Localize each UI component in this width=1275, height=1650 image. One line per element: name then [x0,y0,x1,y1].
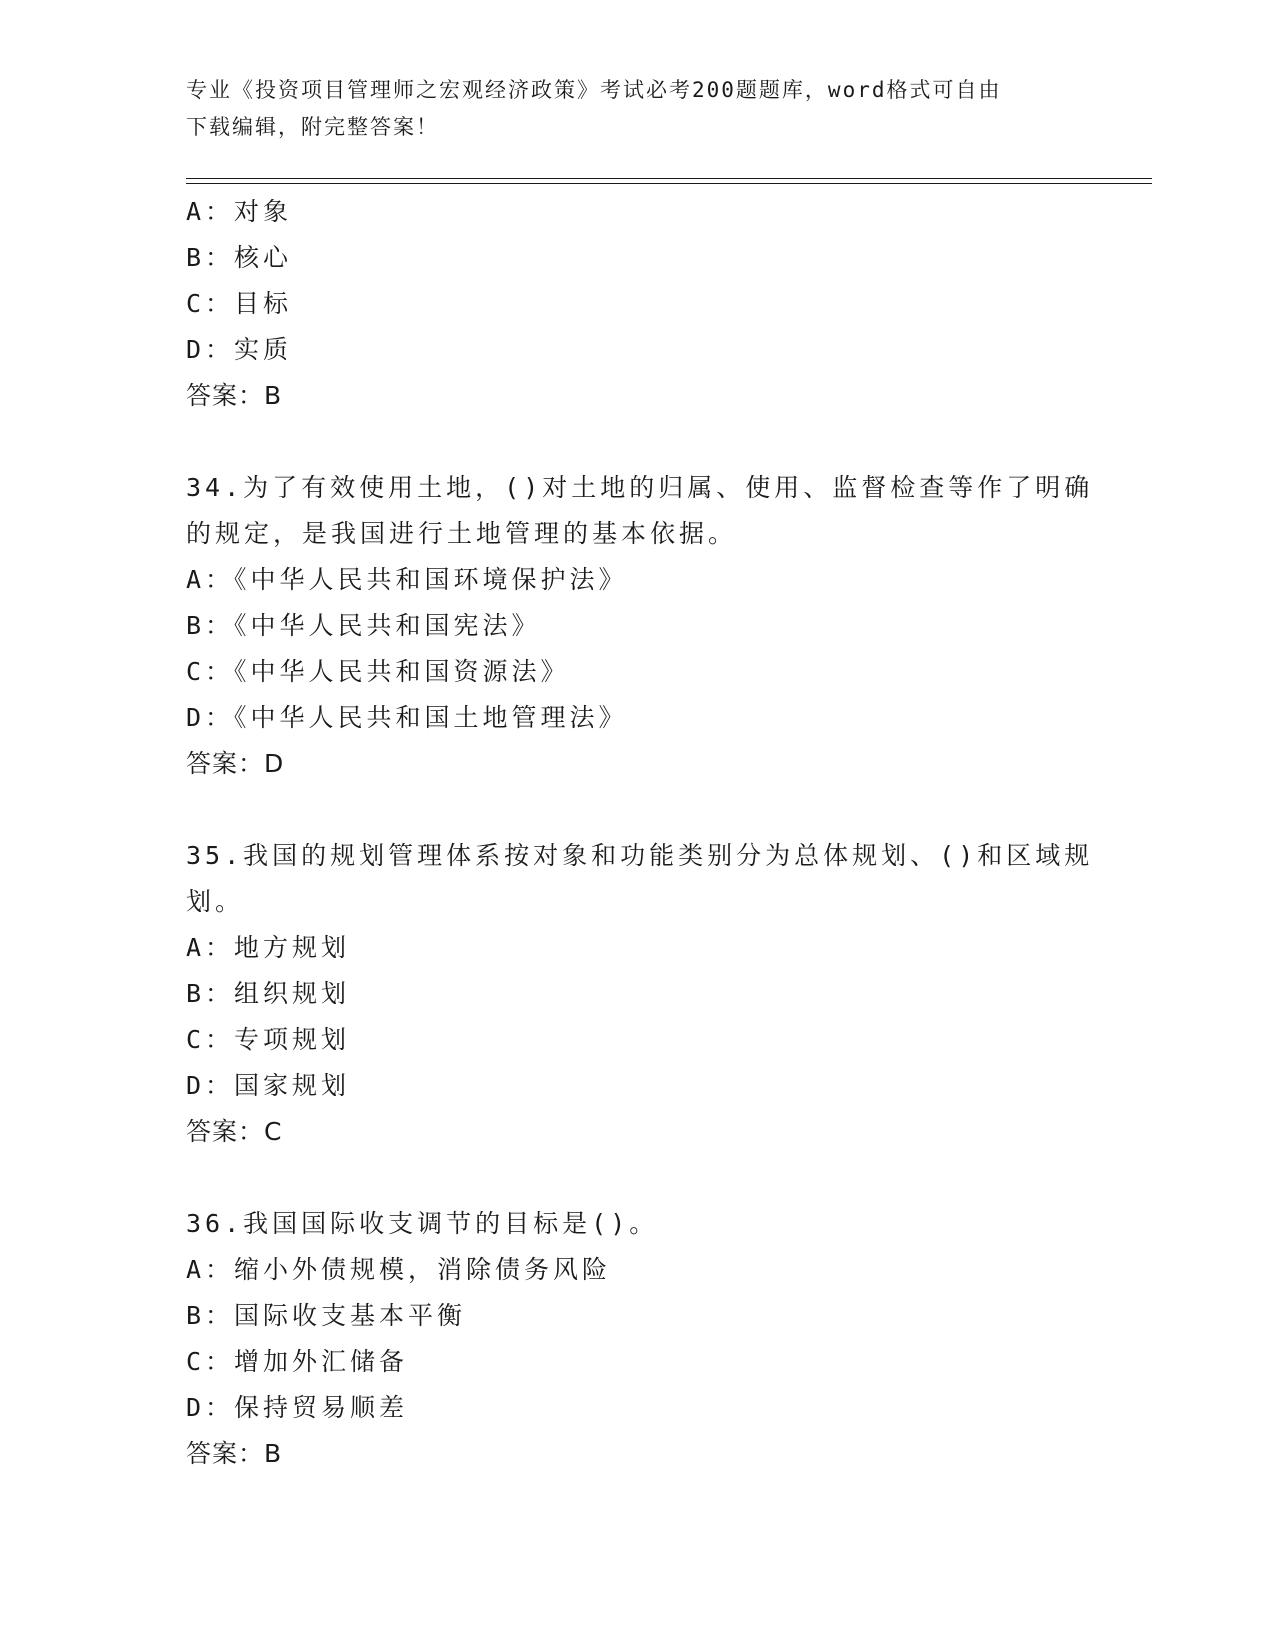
spacer [186,1155,1086,1201]
option-c: C：目标 [186,289,293,318]
option-c: C：《中华人民共和国资源法》 [186,657,570,686]
question-text: 36.我国国际收支调节的目标是()。 [186,1209,659,1238]
option-b: B：《中华人民共和国宪法》 [186,611,541,640]
header-divider-top [186,178,1152,179]
question-block-33 [186,189,1086,419]
option-d: D：保持贸易顺差 [186,1393,409,1422]
option-b: B：核心 [186,243,293,272]
header-line-2: 下载编辑，附完整答案！ [186,115,439,139]
option-b: B：国际收支基本平衡 [186,1301,467,1330]
question-list [186,189,1094,1477]
option-a: A：缩小外债规模，消除债务风险 [186,1255,612,1284]
answer-line: 答案：B [186,1439,283,1468]
question-text: 34.为了有效使用土地，()对土地的归属、使用、监督检查等作了明确 [186,473,1094,502]
question-block-34 [186,465,1094,787]
question-block-35 [186,833,1094,1155]
spacer [186,787,1086,833]
option-c: C：专项规划 [186,1025,351,1054]
spacer [186,419,1086,465]
answer-line: 答案：D [186,749,285,778]
answer-line: 答案：C [186,1117,283,1146]
option-d: D：国家规划 [186,1071,351,1100]
header-divider-bottom [186,183,1152,184]
option-a: A：对象 [186,197,293,226]
option-a: A：地方规划 [186,933,351,962]
option-b: B：组织规划 [186,979,351,1008]
header-line-1: 专业《投资项目管理师之宏观经济政策》考试必考200题题库，word格式可自由 [186,78,1002,102]
question-text-continued: 划。 [186,887,245,916]
option-d: D：《中华人民共和国土地管理法》 [186,703,628,732]
option-c: C：增加外汇储备 [186,1347,409,1376]
answer-line: 答案：B [186,381,283,410]
option-d: D：实质 [186,335,293,364]
question-block-36 [186,1201,1086,1477]
document-header [186,72,1076,146]
option-a: A：《中华人民共和国环境保护法》 [186,565,628,594]
question-text: 35.我国的规划管理体系按对象和功能类别分为总体规划、()和区域规 [186,841,1094,870]
question-text-continued: 的规定，是我国进行土地管理的基本依据。 [186,519,738,548]
